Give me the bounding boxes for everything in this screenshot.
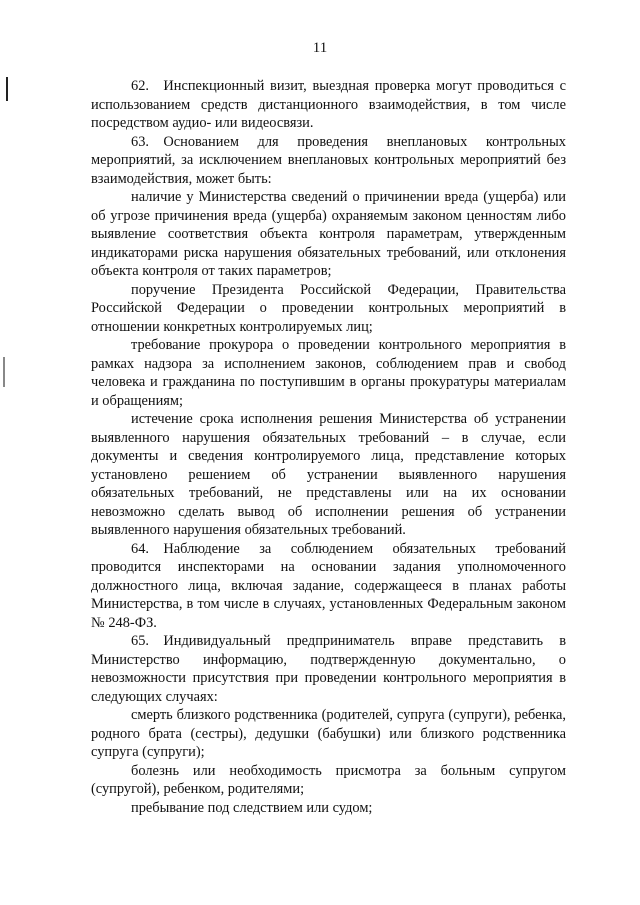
paragraph-62: 62. Инспекционный визит, выездная проверка могут проводиться с использованием средств дистанционного взаимодействия, в том числе посредством аудио- или видеосвязи.: [91, 78, 566, 131]
paragraph-63-item-harm: наличие у Министерства сведений о причинении вреда (ущерба) или об угрозе причинения вреда (ущерба) охраняемым законом ценностям либо выявление соответствия объекта контроля параметрам, утвержденным индикаторами риска нарушения обязательных требований, или отклонения объекта контроля от таких параметров;: [91, 189, 566, 279]
paragraph-64: 64. Наблюдение за соблюдением обязательных требований проводится инспекторами на основании задания уполномоченного должностного лица, включая задание, содержащееся в планах работы Министерства, в том числе в случаях, установленных Федеральным законом № 248-ФЗ.: [91, 540, 566, 631]
document-body: [91, 77, 566, 817]
paragraph-65-item-illness: болезнь или необходимость присмотра за больным супругом (супругой), ребенком, родителями;: [91, 762, 566, 797]
paragraph-63: 63. Основанием для проведения внеплановых контрольных мероприятий, за исключением внеплановых контрольных мероприятий без взаимодействия, может быть:: [91, 133, 566, 187]
paragraph-63-item-prosecutor: требование прокурора о проведении контрольного мероприятия в рамках надзора за исполнением законов, соблюдением прав и свобод человека и гражданина по поступившим в органы прокуратуры материалам и обращениям;: [91, 337, 566, 409]
margin-mark: [6, 77, 8, 101]
scan-artifact: [3, 357, 5, 387]
page-number: 11: [312, 40, 328, 56]
paragraph-65: 65. Индивидуальный предприниматель вправе представить в Министерство информацию, подтвержденную документально, о невозможности присутствия при проведении контрольного мероприятия в следующих случаях:: [91, 633, 566, 705]
paragraph-63-item-instruction: поручение Президента Российской Федерации, Правительства Российской Федерации о проведении контрольных мероприятий в отношении конкретных контролируемых лиц;: [91, 281, 566, 335]
paragraph-63-item-deadline: истечение срока исполнения решения Министерства об устранении выявленного нарушения обязательных требований – в случае, если документы и сведения контролируемого лица, представление которых установлено решением об устранении выявленного нарушения обязательных требований, не представлены или на их основании невозможно сделать вывод об исполнении решения об устранении выявленного нарушения обязательных требований.: [91, 411, 566, 538]
paragraph-65-item-investigation: пребывание под следствием или судом;: [131, 799, 373, 816]
paragraph-65-item-death: смерть близкого родственника (родителей, супруга (супруги), ребенка, родного брата (сестры), дедушки (бабушки) или близкого родственника супруга (супруги);: [91, 707, 566, 760]
